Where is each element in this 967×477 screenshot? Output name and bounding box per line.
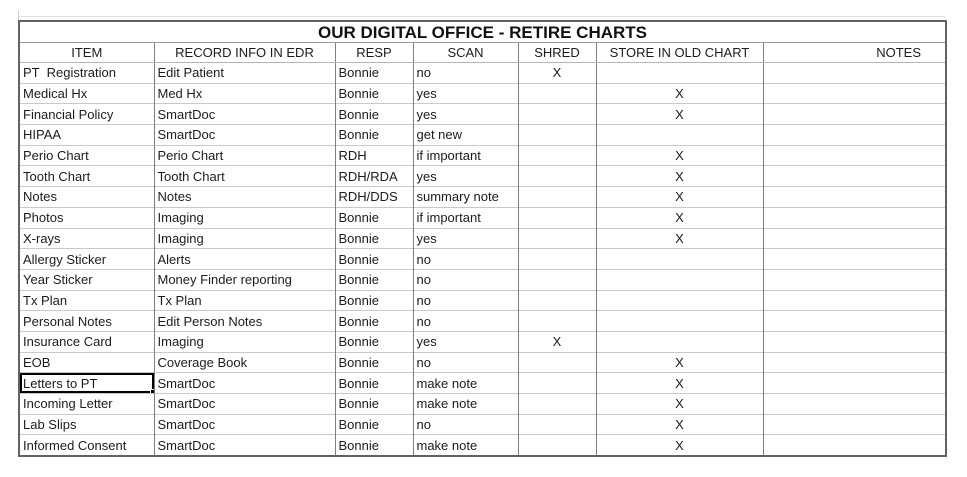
col-header-scan[interactable]: SCAN (413, 43, 518, 63)
cell-shred[interactable] (518, 125, 596, 146)
cell-notes[interactable] (763, 207, 946, 228)
table-row (19, 228, 946, 249)
cell-store[interactable]: X (596, 83, 763, 104)
cell-item[interactable]: Perio Chart (19, 145, 154, 166)
cell-notes[interactable] (763, 249, 946, 270)
cell-record[interactable]: Tx Plan (154, 290, 335, 311)
col-header-store[interactable]: STORE IN OLD CHART (596, 43, 763, 63)
cell-scan[interactable]: no (413, 290, 518, 311)
cell-shred[interactable] (518, 166, 596, 187)
table-row (19, 290, 946, 311)
cell-store[interactable] (596, 125, 763, 146)
cell-item[interactable]: Incoming Letter (19, 394, 154, 415)
cell-notes[interactable] (763, 394, 946, 415)
cell-scan[interactable]: make note (413, 435, 518, 456)
cell-record[interactable]: SmartDoc (154, 394, 335, 415)
cell-notes[interactable] (763, 83, 946, 104)
cell-notes[interactable] (763, 311, 946, 332)
cell-record[interactable]: Coverage Book (154, 352, 335, 373)
cell-scan[interactable]: yes (413, 104, 518, 125)
cell-shred[interactable] (518, 249, 596, 270)
cell-item[interactable]: X-rays (19, 228, 154, 249)
cell-record[interactable]: Perio Chart (154, 145, 335, 166)
cell-item[interactable]: Notes (19, 187, 154, 208)
cell-shred[interactable] (518, 352, 596, 373)
cell-scan[interactable]: make note (413, 373, 518, 394)
cell-shred[interactable] (518, 435, 596, 456)
cell-scan[interactable]: if important (413, 145, 518, 166)
cell-notes[interactable] (763, 290, 946, 311)
cell-store[interactable] (596, 269, 763, 290)
table-row (19, 83, 946, 104)
cell-store[interactable] (596, 331, 763, 352)
cell-record[interactable]: Tooth Chart (154, 166, 335, 187)
cell-scan[interactable]: no (413, 311, 518, 332)
cell-resp[interactable]: Bonnie (335, 311, 413, 332)
cell-item[interactable]: Medical Hx (19, 83, 154, 104)
cell-scan[interactable]: no (413, 249, 518, 270)
cell-store[interactable]: X (596, 352, 763, 373)
cell-record[interactable]: Notes (154, 187, 335, 208)
cell-shred[interactable] (518, 373, 596, 394)
cell-resp[interactable]: RDH (335, 145, 413, 166)
cell-record[interactable]: SmartDoc (154, 373, 335, 394)
cell-resp[interactable]: Bonnie (335, 249, 413, 270)
table-row (19, 269, 946, 290)
cell-resp[interactable]: Bonnie (335, 331, 413, 352)
cell-record[interactable]: Edit Person Notes (154, 311, 335, 332)
cell-resp[interactable]: Bonnie (335, 228, 413, 249)
table-row (19, 331, 946, 352)
table-body (19, 63, 946, 457)
table-row (19, 394, 946, 415)
cell-scan[interactable]: if important (413, 207, 518, 228)
table-row (19, 311, 946, 332)
table-row (19, 414, 946, 435)
table-row (19, 166, 946, 187)
cell-shred[interactable] (518, 145, 596, 166)
cell-shred[interactable] (518, 207, 596, 228)
cell-item[interactable]: Tooth Chart (19, 166, 154, 187)
cell-scan[interactable]: yes (413, 166, 518, 187)
cell-resp[interactable]: Bonnie (335, 373, 413, 394)
cell-item[interactable]: Informed Consent (19, 435, 154, 456)
table-row (19, 249, 946, 270)
cell-store[interactable]: X (596, 145, 763, 166)
cell-record[interactable]: SmartDoc (154, 104, 335, 125)
cell-notes[interactable] (763, 352, 946, 373)
cell-scan[interactable]: get new (413, 125, 518, 146)
cell-store[interactable]: X (596, 166, 763, 187)
table-title[interactable]: OUR DIGITAL OFFICE - RETIRE CHARTS (19, 21, 946, 43)
col-header-item[interactable]: ITEM (19, 43, 154, 63)
cell-record[interactable]: Med Hx (154, 83, 335, 104)
cell-shred[interactable] (518, 83, 596, 104)
cell-scan[interactable]: no (413, 414, 518, 435)
cell-record[interactable]: Edit Patient (154, 63, 335, 84)
cell-store[interactable] (596, 311, 763, 332)
cell-record[interactable]: SmartDoc (154, 125, 335, 146)
column-header-row (19, 43, 946, 63)
cell-record[interactable]: Imaging (154, 331, 335, 352)
cell-item[interactable]: Financial Policy (19, 104, 154, 125)
cell-scan[interactable]: no (413, 269, 518, 290)
col-header-resp[interactable]: RESP (335, 43, 413, 63)
cell-item[interactable]: PT Registration (19, 63, 154, 84)
cell-shred[interactable] (518, 394, 596, 415)
cell-store[interactable] (596, 249, 763, 270)
cell-notes[interactable] (763, 166, 946, 187)
table-row (19, 373, 946, 394)
cell-record[interactable]: Alerts (154, 249, 335, 270)
cell-record[interactable]: SmartDoc (154, 435, 335, 456)
cell-shred[interactable]: X (518, 331, 596, 352)
title-row (19, 21, 946, 43)
table-row (19, 145, 946, 166)
cell-record[interactable]: Money Finder reporting (154, 269, 335, 290)
cell-store[interactable]: X (596, 228, 763, 249)
cell-record[interactable]: Imaging (154, 207, 335, 228)
table-row (19, 63, 946, 84)
cell-scan[interactable]: make note (413, 394, 518, 415)
cell-scan[interactable]: no (413, 63, 518, 84)
cell-resp[interactable]: Bonnie (335, 290, 413, 311)
cell-shred[interactable] (518, 414, 596, 435)
cell-store[interactable]: X (596, 104, 763, 125)
cell-scan[interactable]: yes (413, 331, 518, 352)
cell-resp[interactable]: Bonnie (335, 435, 413, 456)
cell-shred[interactable] (518, 269, 596, 290)
cell-shred[interactable]: X (518, 63, 596, 84)
cell-resp[interactable]: Bonnie (335, 394, 413, 415)
cell-item[interactable]: Lab Slips (19, 414, 154, 435)
cell-item[interactable]: Personal Notes (19, 311, 154, 332)
cell-shred[interactable] (518, 104, 596, 125)
cell-store[interactable] (596, 63, 763, 84)
cell-resp[interactable]: Bonnie (335, 269, 413, 290)
cell-store[interactable]: X (596, 394, 763, 415)
col-header-shred[interactable]: SHRED (518, 43, 596, 63)
cell-resp[interactable]: RDH/RDA (335, 166, 413, 187)
cell-store[interactable]: X (596, 373, 763, 394)
cell-notes[interactable] (763, 187, 946, 208)
cell-store[interactable]: X (596, 414, 763, 435)
cell-store[interactable]: X (596, 435, 763, 456)
cell-scan[interactable]: no (413, 352, 518, 373)
cell-item[interactable]: Allergy Sticker (19, 249, 154, 270)
table-row (19, 207, 946, 228)
cell-notes[interactable] (763, 104, 946, 125)
table-row (19, 435, 946, 456)
cell-item[interactable]: Tx Plan (19, 290, 154, 311)
cell-resp[interactable]: Bonnie (335, 125, 413, 146)
cell-shred[interactable] (518, 187, 596, 208)
cell-item[interactable]: EOB (19, 352, 154, 373)
cell-resp[interactable]: Bonnie (335, 63, 413, 84)
cell-record[interactable]: SmartDoc (154, 414, 335, 435)
cell-resp[interactable]: Bonnie (335, 207, 413, 228)
table-row (19, 352, 946, 373)
col-header-record[interactable]: RECORD INFO IN EDR (154, 43, 335, 63)
cell-record[interactable]: Imaging (154, 228, 335, 249)
cell-scan[interactable]: yes (413, 83, 518, 104)
gridline-artifact (18, 10, 19, 20)
cell-store[interactable] (596, 290, 763, 311)
cell-notes[interactable] (763, 414, 946, 435)
cell-resp[interactable]: Bonnie (335, 352, 413, 373)
cell-notes[interactable] (763, 228, 946, 249)
cell-shred[interactable] (518, 290, 596, 311)
table-row (19, 125, 946, 146)
col-header-notes[interactable]: NOTES (763, 43, 946, 63)
cell-resp[interactable]: Bonnie (335, 104, 413, 125)
cell-resp[interactable]: Bonnie (335, 414, 413, 435)
cell-shred[interactable] (518, 228, 596, 249)
cell-notes[interactable] (763, 125, 946, 146)
cell-notes[interactable] (763, 63, 946, 84)
cell-item[interactable]: Photos (19, 207, 154, 228)
cell-item[interactable]: HIPAA (19, 125, 154, 146)
cell-notes[interactable] (763, 331, 946, 352)
gridline-artifact (18, 16, 945, 17)
cell-scan[interactable]: yes (413, 228, 518, 249)
cell-notes[interactable] (763, 269, 946, 290)
cell-resp[interactable]: RDH/DDS (335, 187, 413, 208)
retire-charts-table (18, 20, 947, 457)
cell-resp[interactable]: Bonnie (335, 83, 413, 104)
cell-store[interactable]: X (596, 207, 763, 228)
cell-notes[interactable] (763, 435, 946, 456)
cell-notes[interactable] (763, 373, 946, 394)
selected-cell[interactable]: Letters to PT (19, 373, 154, 394)
cell-item[interactable]: Insurance Card (19, 331, 154, 352)
table-row (19, 187, 946, 208)
table-row (19, 104, 946, 125)
cell-notes[interactable] (763, 145, 946, 166)
cell-scan[interactable]: summary note (413, 187, 518, 208)
cell-store[interactable]: X (596, 187, 763, 208)
cell-shred[interactable] (518, 311, 596, 332)
cell-item[interactable]: Year Sticker (19, 269, 154, 290)
